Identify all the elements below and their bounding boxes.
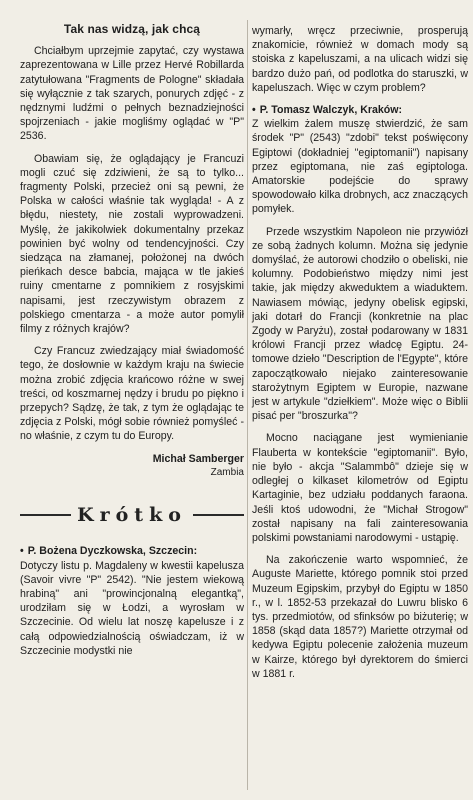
left-column <box>20 22 244 666</box>
section-title: Krótko <box>77 504 187 527</box>
paragraph: Dotyczy listu p. Magdaleny w kwestii kapelusza (Savoir vivre "P" 2542). "Nie jestem wiekową hrabiną" ani "prowincjonalną elegantką", urodziłam się w Łodzi, a wyrosłam w Szczecinie. Od wielu lat noszę kapelusze i z całą odpowiedzialnością oświadczam, iż w Szczecinie modystki nie <box>20 559 244 657</box>
paragraph: Na zakończenie warto wspomnieć, że Auguste Mariette, którego pomnik stoi przed Muzeum Egipskim, przybył do Egiptu w 1850 r., w l. 1852-53 przekazał do Luwru blisko 6 tys. przedmiotów, od sfinksów po biżuterię; w 1858 (skąd data 1857?) Mariette otrzymał od kedywa Egiptu polecenie założenia muzeum w Kairze, którego był dyrektorem do śmierci w 1881 r. <box>252 554 468 680</box>
right-column <box>252 24 468 689</box>
author-place: Zambia <box>210 466 244 478</box>
article-title: Tak nas widzą, jak chcą <box>63 22 201 36</box>
column-divider <box>247 20 248 790</box>
paragraph: Przede wszystkim Napoleon nie przywiózł ze sobą żadnych kolumn. Można się jedynie domyślać, że autorowi chodziło o obeliski, nie kolumny. Podobieństwo między nimi jest takie, jak między akweduktem a wiaduktem. Nawiasem mówiąc, jedyny obelisk egipski, jaki dotarł do Francji (konkretnie na plac Zgody w Paryżu), został podarowany w 1831 królowi Francji przez władcę Egiptu. 24-tomowe dzieło "Description de l'Egypte", które zapoczątkowało niejako zainteresowanie starożytnym Egiptem w Europie, nazwane jest w artykule "dziełkiem". Może więc o Biblii pisać per "broszurka"? <box>252 225 468 423</box>
paragraph: wymarły, wręcz przeciwnie, prosperują znakomicie, również w domach mody są stoiska z kapeluszami, a na ulicach widzi się bardzo dużo pań, od podlotka do staruszki, w kapeluszach. Więc w czym problem? <box>252 25 468 94</box>
section-rule-left <box>20 514 71 516</box>
paragraph: Obawiam się, że oglądający je Francuzi mogli czuć się zdziwieni, że są to tylko... fragmenty Polski, przecież oni są pewni, że Polska w całości właśnie tak wygląda! - A z błędu, niestety, nie zostali wyprowadzeni. Myślę, że jakikolwiek dokumentalny przekaz powinien być wolny od tendencyjności. Czy siedząca na złamanej, położonej na dwóch pieńkach desce babcia, mająca w tle jakieś ruiny cmentarne z pomnikiem z rosyjskimi napisami, jest rzeczywistym obrazem z polskiego cmentarza - a może autor pomylił filmy z różnych krajów? <box>20 152 244 336</box>
signature <box>20 452 244 480</box>
paragraph: Z wielkim żalem muszę stwierdzić, że sam środek "P" (2543) "zdobi" tekst poświęcony Egiptowi (dokładniej "egiptomanii") napisany przez egiptomana, nie zaś egiptologa. Amatorskie podejście do sprawy spowodowało kilka drobnych, acz znaczących pomyłek. <box>252 118 468 216</box>
letter-lead-paragraph <box>20 544 244 558</box>
letter-lead-paragraph <box>252 103 468 117</box>
paragraph: Mocno naciągane jest wymienianie Flauberta w kontekście "egiptomanii". Było, nie było - akcja "Salammbô" dzieje się w odległej o kilkaset kilometrów od Egiptu Kartaginie, bez udziału poddanych faraona. Jeśli ktoś udowodni, że "Michał Strogow" został napisany na fali zainteresowania polskimi powstaniami narodowymi - ustąpię. <box>252 432 468 544</box>
letter-author: • P. Bożena Dyczkowska, Szczecin: <box>20 545 197 557</box>
author-name: Michał Samberger <box>152 452 244 465</box>
section-header <box>20 504 244 527</box>
paragraph: Chciałbym uprzejmie zapytać, czy wystawa zaprezentowana w Lille przez Hervé Robillarda zatytułowana "Fragments de Pologne" składała się wyłącznie z tak szarych, ponurych zdjęć - z nędznymi ludźmi o pełnych beznadziejności spojrzeniach - jakie mogliśmy oglądać w "P" 2536. <box>20 45 244 143</box>
paragraph: Czy Francuz zwiedzający miał świadomość tego, że dosłownie w każdym kraju na świecie można zrobić zdjęcia krańcowo różne w swej treści, od koszmarnej nędzy i brudu po piękno i przepych? Sądzę, że tak, z tym że oglądając te zdjęcia z Polski, mógł sobie również pomyśleć - no właśnie, z czym tu do Europy. <box>20 345 244 443</box>
section-rule-right <box>193 514 244 516</box>
letter-author: • P. Tomasz Walczyk, Kraków: <box>252 104 402 116</box>
